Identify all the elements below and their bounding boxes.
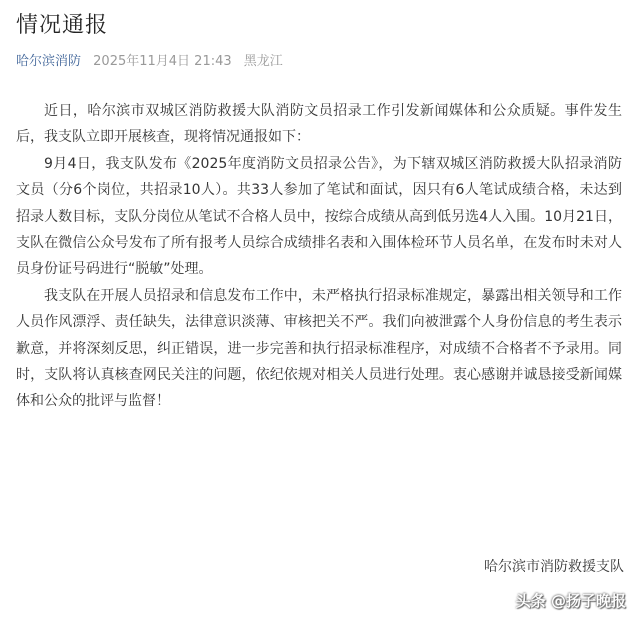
- article-paragraph: 我支队在开展人员招录和信息发布工作中，未严格执行招录标准规定，暴露出相关领导和工作人员作风漂浮、责任缺失，法律意识淡薄、审核把关不严。我们向被泄露个人身份信息的考生表示歉意，并将深刻反思，纠正错误，进一步完善和执行招录标准程序，对成绩不合格者不予录用。同时，支队将认真核查网民关注的问题，依纪依规对相关人员进行处理。衷心感谢并诚恳接受新闻媒体和公众的批评与监督！: [16, 287, 622, 410]
- article-signature: 哈尔滨市消防救援支队: [484, 559, 624, 575]
- article-title: 情况通报: [16, 13, 109, 38]
- article-paragraph: 近日，哈尔滨市双城区消防救援大队消防文员招录工作引发新闻媒体和公众质疑。事件发生后，我支队立即开展核查，现将情况通报如下：: [16, 103, 622, 146]
- article-body: [16, 98, 622, 415]
- article-meta: [16, 50, 283, 69]
- publish-location: 黑龙江: [243, 54, 283, 69]
- article-paragraph: 9月4日，我支队发布《2025年度消防文员招录公告》，为下辖双城区消防救援大队招录消防文员（分6个岗位，共招录10人）。共33人参加了笔试和面试，因只有6人笔试成绩合格，未达到招录人数目标，支队分岗位从笔试不合格人员中，按综合成绩从高到低另选4人入围。10月21日，支队在微信公众号发布了所有报考人员综合成绩排名表和入围体检环节人员名单，在发布时未对人员身份证号码进行“脱敏”处理。: [16, 155, 622, 278]
- publish-date: 2025年11月4日 21:43: [93, 54, 232, 69]
- source-watermark: 头条 @扬子晚报: [515, 592, 626, 610]
- source-account-link[interactable]: 哈尔滨消防: [16, 54, 82, 69]
